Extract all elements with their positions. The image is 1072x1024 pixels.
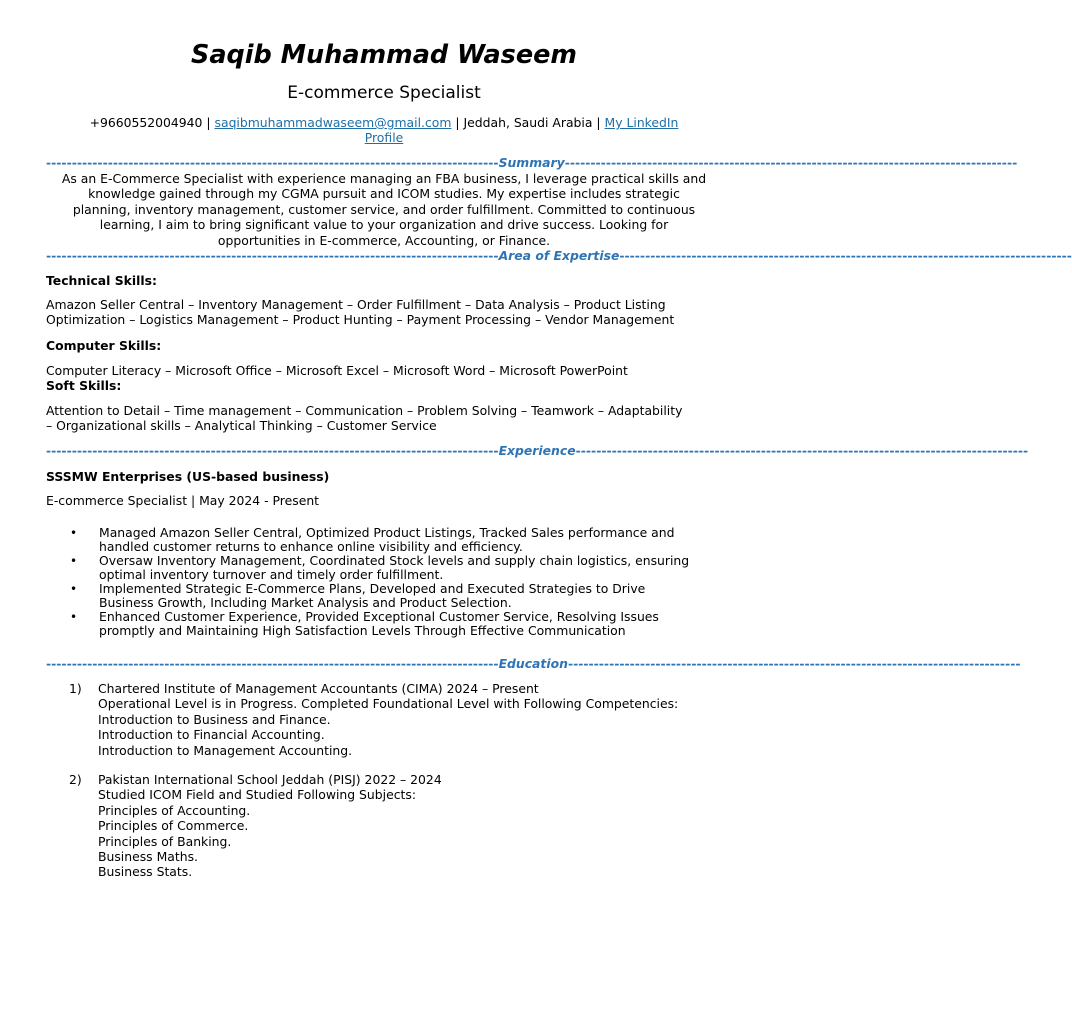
institution-name: Pakistan International School Jeddah (PISJ) 2022 – 2024 bbox=[98, 772, 442, 787]
list-item bbox=[64, 610, 724, 638]
expertise-heading: Area of Expertise bbox=[498, 248, 620, 263]
institution-name: Chartered Institute of Management Accountants (CIMA) 2024 – Present bbox=[98, 681, 539, 696]
soft-skills-line: – Organizational skills – Analytical Thinking – Customer Service bbox=[46, 418, 437, 434]
bullet-icon: • bbox=[70, 526, 78, 540]
bullet-icon: • bbox=[70, 554, 78, 568]
education-detail: Business Stats. bbox=[98, 864, 193, 880]
summary-divider: ---------------------------------------------------------------------------------------- Summary ---------------------------------------------------------------------------------------- bbox=[46, 155, 1018, 170]
list-item bbox=[64, 526, 724, 554]
bullet-line: Business Growth, Including Market Analysis and Product Selection. bbox=[99, 595, 512, 610]
education-heading: Education bbox=[498, 656, 568, 671]
education-detail: Introduction to Financial Accounting. bbox=[98, 727, 325, 743]
bullet-line: Managed Amazon Seller Central, Optimized Product Listings, Tracked Sales performance and bbox=[99, 525, 675, 540]
linkedin-link-continued[interactable]: Profile bbox=[364, 130, 404, 146]
education-detail: Studied ICOM Field and Studied Following Subjects: bbox=[98, 787, 417, 803]
education-item-pisj bbox=[64, 772, 724, 880]
education-detail: Introduction to Management Accounting. bbox=[98, 742, 353, 758]
list-item bbox=[64, 554, 724, 582]
technical-skills-line: Amazon Seller Central – Inventory Management – Order Fulfillment – Data Analysis – Product Listing bbox=[46, 297, 666, 312]
experience-divider: ---------------------------------------------------------------------------------------- Experience ---------------------------------------------------------------------------------------- bbox=[46, 443, 1029, 458]
candidate-name: Saqib Muhammad Waseem bbox=[190, 40, 577, 70]
job-title: E-commerce Specialist bbox=[287, 83, 481, 103]
education-detail: Operational Level is in Progress. Completed Foundational Level with Following Competencies: bbox=[98, 696, 679, 712]
experience-bullets bbox=[64, 526, 724, 638]
contact-line bbox=[46, 115, 722, 146]
expertise-divider: ---------------------------------------------------------------------------------------- Area of Expertise ---------------------------------------------------------------------------------------- bbox=[46, 248, 1072, 263]
summary-line: learning, I aim to bring significant value to your organization and drive success. Looking for bbox=[99, 217, 669, 233]
bullet-line: Implemented Strategic E-Commerce Plans, Developed and Executed Strategies to Drive bbox=[99, 581, 646, 596]
technical-skills-list bbox=[46, 297, 722, 328]
education-number: 2) bbox=[69, 772, 82, 787]
bullet-line: promptly and Maintaining High Satisfaction Levels Through Effective Communication bbox=[99, 623, 626, 638]
bullet-line: Oversaw Inventory Management, Coordinated Stock levels and supply chain logistics, ensuring bbox=[99, 553, 690, 568]
technical-skills-title: Technical Skills: bbox=[46, 273, 157, 288]
bullet-line: Enhanced Customer Experience, Provided Exceptional Customer Service, Resolving Issues bbox=[99, 609, 659, 624]
summary-line: knowledge gained through my CGMA pursuit and ICOM studies. My expertise includes strategic bbox=[88, 186, 680, 202]
summary-paragraph bbox=[46, 171, 722, 248]
location: | Jeddah, Saudi Arabia | bbox=[455, 115, 601, 130]
education-divider: ---------------------------------------------------------------------------------------- Education ---------------------------------------------------------------------------------------- bbox=[46, 656, 1021, 671]
list-item bbox=[64, 582, 724, 610]
soft-skills-title: Soft Skills: bbox=[46, 378, 122, 393]
computer-skills-list: Computer Literacy – Microsoft Office – Microsoft Excel – Microsoft Word – Microsoft PowerPoint bbox=[46, 363, 628, 378]
computer-skills-title: Computer Skills: bbox=[46, 338, 162, 353]
experience-heading: Experience bbox=[498, 443, 576, 458]
bullet-icon: • bbox=[70, 582, 78, 596]
education-detail: Principles of Accounting. bbox=[98, 802, 251, 818]
bullet-line: optimal inventory turnover and timely order fulfillment. bbox=[99, 567, 444, 582]
education-item-cima bbox=[64, 681, 724, 758]
education-detail: Principles of Commerce. bbox=[98, 818, 249, 834]
soft-skills-line: Attention to Detail – Time management – Communication – Problem Solving – Teamwork – Adaptability bbox=[46, 403, 683, 418]
technical-skills-line: Optimization – Logistics Management – Product Hunting – Payment Processing – Vendor Management bbox=[46, 312, 675, 328]
education-detail: Introduction to Business and Finance. bbox=[98, 711, 331, 727]
phone-number: +9660552004940 | bbox=[89, 115, 211, 130]
soft-skills-list bbox=[46, 403, 722, 434]
linkedin-link[interactable]: My LinkedIn bbox=[604, 115, 679, 130]
summary-line: planning, inventory management, customer service, and order fulfillment. Committed to continuous bbox=[72, 201, 696, 217]
summary-line: opportunities in E-commerce, Accounting, or Finance. bbox=[217, 232, 551, 248]
bullet-line: handled customer returns to enhance online visibility and efficiency. bbox=[99, 539, 523, 554]
education-number: 1) bbox=[69, 681, 82, 696]
education-detail: Principles of Banking. bbox=[98, 833, 232, 849]
summary-heading: Summary bbox=[498, 155, 565, 170]
summary-line: As an E-Commerce Specialist with experience managing an FBA business, I leverage practical skills and bbox=[61, 171, 707, 186]
company-name: SSSMW Enterprises (US-based business) bbox=[46, 469, 330, 484]
email-link[interactable]: saqibmuhammadwaseem@gmail.com bbox=[214, 115, 452, 130]
bullet-icon: • bbox=[70, 610, 78, 624]
education-detail: Business Maths. bbox=[98, 849, 198, 865]
position-dates: E-commerce Specialist | May 2024 - Present bbox=[46, 493, 320, 508]
